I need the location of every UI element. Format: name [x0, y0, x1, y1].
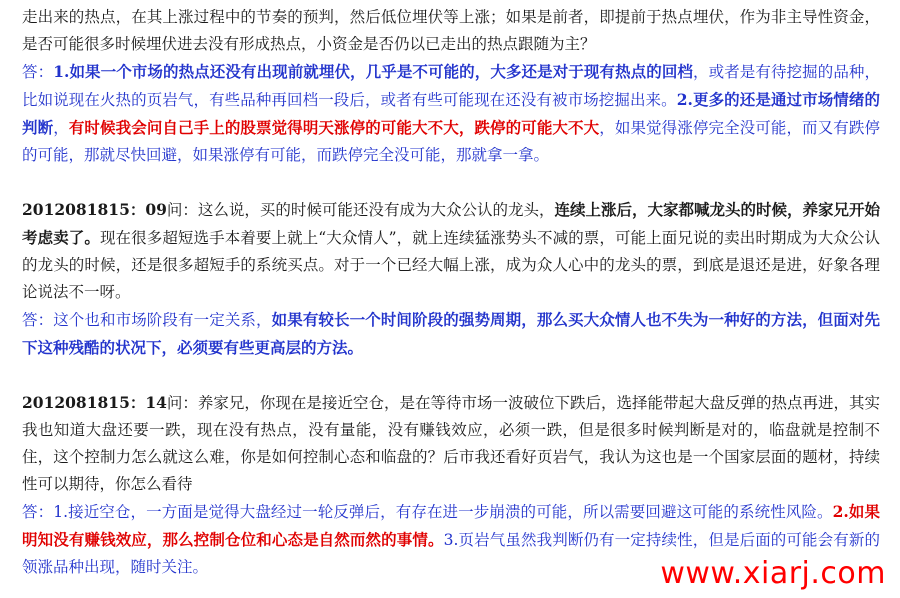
question-2: 2012081815：09问：这么说，买的时候可能还没有成为大众公认的龙头，连续上涨后，大家都喊龙头的时候，养家兄开始考虑卖了。现在很多超短选手本着要上就上“大众情人”，就上连续猛涨势头不减的票，可能上面兄说的卖出时期成为大众公认的龙头的时候，还是很多超短手的系统买点。对于一个已经大幅上涨，成为众人心中的龙头的票，到底是退还是进，好象各理论说法不一呀。: [22, 200, 880, 301]
paragraph-gap: [22, 169, 880, 196]
question-3: 2012081815：14问：养家兄，你现在是接近空仓，是在等待市场一波破位下跌后，选择能带起大盘反弹的热点再进，其实我也知道大盘还要一跌，现在没有热点，没有量能，没有赚钱效应，必须一跌，但是很多时候判断是对的，临盘就是控制不住，这个控制力怎么就这么难，你是如何控制心态和临盘的？后市我还看好页岩气，我认为这也是一个国家层面的题材，持续性可以期待，你怎么看待: [22, 393, 880, 493]
question-continuation: 走出来的热点，在其上涨过程中的节奏的预判，然后低位埋伏等上涨；如果是前者，即提前于热点埋伏，作为非主导性资金，是否可能很多时候埋伏进去没有形成热点，小资金是否仍以已走出的热点跟随为主？: [22, 8, 880, 53]
answer-2: 答：这个也和市场阶段有一定关系，如果有较长一个时间阶段的强势周期，那么买大众情人也不失为一种好的方法，但面对先下这种残酷的状况下，必须要有些更高层的方法。: [22, 310, 880, 357]
answer-1: 答：1.如果一个市场的热点还没有出现前就埋伏，几乎是不可能的，大多还是对于现有热点的回档，或者是有待挖掘的品种，比如说现在火热的页岩气，有些品种再回档一段后，或者有些可能现在还没有被市场挖掘出来。2.更多的还是通过市场情绪的判断，有时候我会问自己手上的股票觉得明天涨停的可能大不大，跌停的可能大不大，如果觉得涨停完全没可能，而又有跌停的可能，那就尽快回避，如果涨停有可能，而跌停完全没可能，那就拿一拿。: [22, 62, 880, 164]
paragraph-gap: [22, 362, 880, 389]
article-body: [22, 4, 880, 581]
answer-3: 答：1.接近空仓，一方面是觉得大盘经过一轮反弹后，有存在进一步崩溃的可能，所以需要回避这可能的系统性风险。2.如果明知没有赚钱效应，那么控制仓位和心态是自然而然的事情。3.页岩气虽然我判断仍有一定持续性，但是后面的可能会有新的领涨品种出现，随时关注。: [22, 502, 880, 576]
site-watermark: www.xiarj.com: [660, 556, 886, 591]
